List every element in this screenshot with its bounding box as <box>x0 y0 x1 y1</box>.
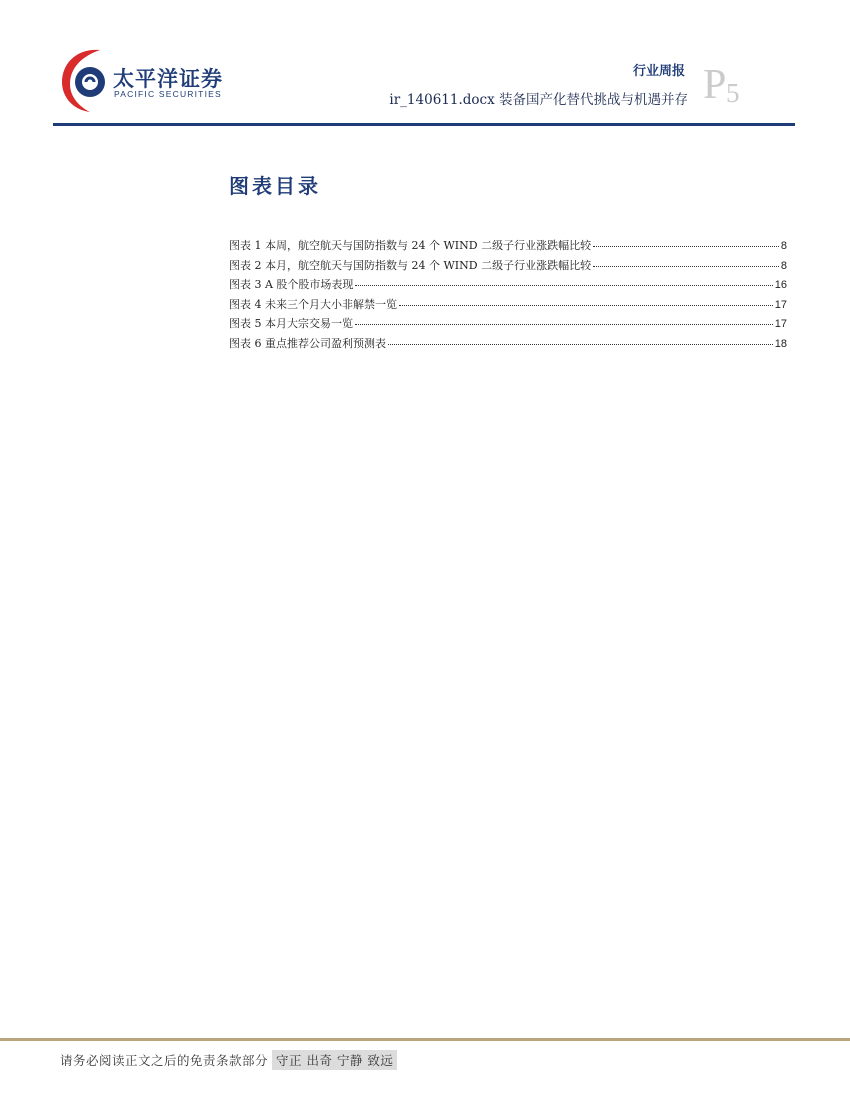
document-title: ir_140611.docx 装备国产化替代挑战与机遇并存 <box>389 92 688 108</box>
toc-entry-page: 18 <box>774 337 787 350</box>
toc-entry-page: 17 <box>774 318 787 330</box>
footer-divider <box>0 1038 850 1041</box>
toc-entry-text: 图表 3 A 股个股市场表现 <box>229 278 354 291</box>
company-name-en: PACIFIC SECURITIES <box>114 89 222 99</box>
toc-heading: 图表目录 <box>229 174 321 198</box>
company-logo <box>60 44 230 118</box>
toc-entry[interactable] <box>229 256 787 276</box>
report-type: 行业周报 <box>632 64 685 79</box>
logo-mark-icon <box>60 44 112 116</box>
toc-entry-page: 16 <box>774 279 787 291</box>
toc-entry-text: 图表 5 本月大宗交易一览 <box>229 317 353 330</box>
table-of-figures <box>229 236 787 353</box>
toc-entry-text: 图表 6 重点推荐公司盈利预测表 <box>229 336 386 350</box>
toc-leader-dots <box>388 340 773 345</box>
company-name-cn: 太平洋证券 <box>113 67 223 91</box>
toc-entry[interactable] <box>229 314 787 334</box>
toc-entry-text: 图表 2 本月，航空航天与国防指数与 24 个 WIND 二级子行业涨跌幅比较 <box>229 258 592 272</box>
page-number: 5 <box>726 78 740 108</box>
toc-entry-page: 8 <box>780 259 787 272</box>
toc-leader-dots <box>399 301 773 306</box>
toc-entry[interactable] <box>229 275 787 295</box>
footer-motto: 守正 出奇 宁静 致远 <box>272 1050 397 1070</box>
toc-entry-page: 17 <box>774 298 787 311</box>
toc-leader-dots <box>355 320 773 325</box>
footer-disclaimer: 请务必阅读正文之后的免责条款部分 <box>60 1053 269 1068</box>
toc-entry[interactable] <box>229 334 787 354</box>
toc-entry[interactable] <box>229 295 787 315</box>
page-prefix: P <box>703 62 727 108</box>
toc-entry-text: 图表 4 未来三个月大小非解禁一览 <box>229 297 397 311</box>
toc-entry-page: 8 <box>780 240 787 252</box>
footer <box>60 1050 397 1070</box>
toc-entry[interactable] <box>229 236 787 256</box>
toc-leader-dots <box>593 242 779 247</box>
header-divider <box>53 123 795 126</box>
toc-leader-dots <box>593 262 779 267</box>
toc-leader-dots <box>355 281 772 286</box>
toc-entry-text: 图表 1 本周，航空航天与国防指数与 24 个 WIND 二级子行业涨跌幅比较 <box>229 239 592 252</box>
